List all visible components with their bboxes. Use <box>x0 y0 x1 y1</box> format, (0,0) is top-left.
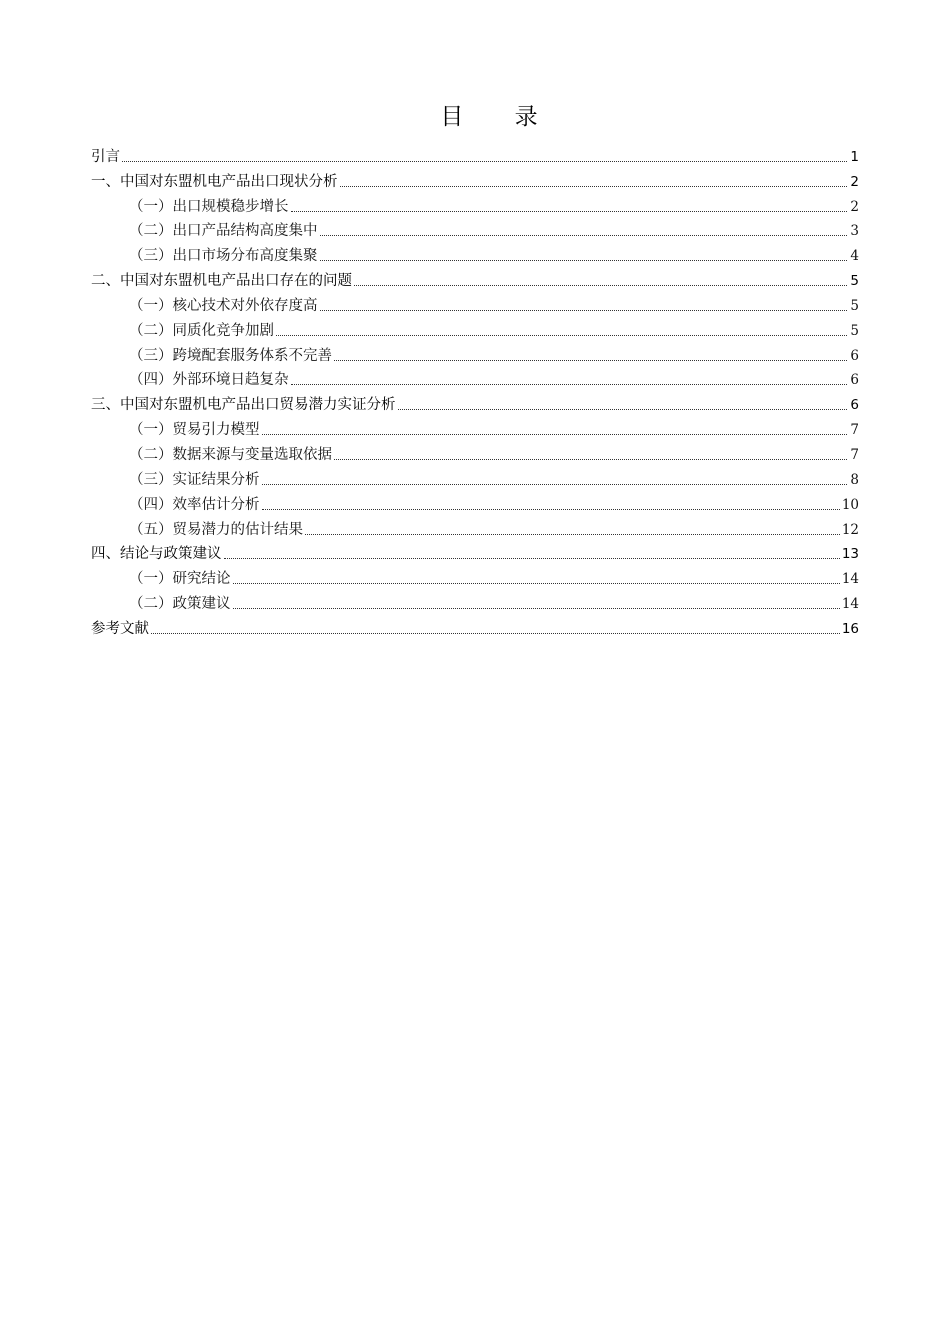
toc-entry-page-number: 4 <box>850 248 859 265</box>
dot-leader <box>233 582 840 584</box>
toc-entry-section[interactable] <box>91 291 859 316</box>
toc-entry-section[interactable] <box>91 316 859 341</box>
toc-entry-label: 二、中国对东盟机电产品出口存在的问题 <box>91 273 352 290</box>
toc-entry-page-number: 7 <box>850 446 859 463</box>
dot-leader <box>320 259 848 261</box>
toc-entry-page-number: 2 <box>850 173 859 190</box>
dot-leader <box>151 632 840 634</box>
toc-entry-label: （四）外部环境日趋复杂 <box>129 372 289 389</box>
dot-leader <box>334 458 847 460</box>
dot-leader <box>224 557 840 559</box>
dot-leader <box>291 383 848 385</box>
toc-entry-page-number: 6 <box>850 347 859 364</box>
toc-entry-label: （三）跨境配套服务体系不完善 <box>129 347 332 364</box>
toc-entry-chapter[interactable] <box>91 266 859 291</box>
toc-entry-page-number: 3 <box>850 223 859 240</box>
toc-entry-label: （一）研究结论 <box>129 571 231 588</box>
toc-entry-section[interactable] <box>91 564 859 589</box>
toc-title: 目 录 <box>440 104 560 130</box>
dot-leader <box>122 160 847 162</box>
toc-entry-page-number: 7 <box>850 422 859 439</box>
toc-entry-label: （二）出口产品结构高度集中 <box>129 223 318 240</box>
toc-entry-chapter[interactable] <box>91 614 859 639</box>
toc-entry-chapter[interactable] <box>91 540 859 565</box>
toc-entry-section[interactable] <box>91 192 859 217</box>
toc-entry-section[interactable] <box>91 366 859 391</box>
toc-entry-section[interactable] <box>91 490 859 515</box>
toc-entry-chapter[interactable] <box>91 142 859 167</box>
toc-entry-label: （一）贸易引力模型 <box>129 422 260 439</box>
toc-entry-label: （一）出口规模稳步增长 <box>129 198 289 215</box>
toc-entry-label: 引言 <box>91 148 120 165</box>
toc-entry-page-number: 16 <box>841 620 859 637</box>
dot-leader <box>233 607 840 609</box>
toc-entry-page-number: 1 <box>850 148 859 165</box>
toc-entry-label: （二）同质化竞争加剧 <box>129 322 274 339</box>
toc-entry-label: （二）政策建议 <box>129 596 231 613</box>
toc-entry-page-number: 14 <box>841 571 859 588</box>
dot-leader <box>305 533 840 535</box>
toc-entry-section[interactable] <box>91 217 859 242</box>
toc-entry-label: 一、中国对东盟机电产品出口现状分析 <box>91 173 338 190</box>
toc-entry-page-number: 10 <box>841 496 859 513</box>
toc-entry-page-number: 8 <box>850 471 859 488</box>
toc-entry-page-number: 2 <box>850 198 859 215</box>
dot-leader <box>398 408 848 410</box>
toc-entry-page-number: 12 <box>841 521 859 538</box>
dot-leader <box>320 309 848 311</box>
toc-entry-section[interactable] <box>91 515 859 540</box>
dot-leader <box>340 185 848 187</box>
toc-entry-section[interactable] <box>91 241 859 266</box>
toc-entry-page-number: 13 <box>841 546 859 563</box>
toc-entry-page-number: 5 <box>850 322 859 339</box>
toc-entry-chapter[interactable] <box>91 167 859 192</box>
toc-entry-chapter[interactable] <box>91 390 859 415</box>
toc-entry-section[interactable] <box>91 341 859 366</box>
table-of-contents <box>91 142 859 639</box>
dot-leader <box>291 210 848 212</box>
toc-entry-label: 四、结论与政策建议 <box>91 546 222 563</box>
dot-leader <box>262 433 848 435</box>
toc-entry-page-number: 5 <box>850 297 859 314</box>
toc-entry-label: （五）贸易潜力的估计结果 <box>129 521 303 538</box>
toc-entry-label: （三）出口市场分布高度集聚 <box>129 248 318 265</box>
dot-leader <box>354 284 847 286</box>
toc-entry-section[interactable] <box>91 415 859 440</box>
toc-entry-page-number: 5 <box>850 273 859 290</box>
toc-entry-label: （一）核心技术对外依存度高 <box>129 297 318 314</box>
toc-entry-label: （二）数据来源与变量选取依据 <box>129 446 332 463</box>
dot-leader <box>334 359 847 361</box>
toc-entry-section[interactable] <box>91 440 859 465</box>
dot-leader <box>262 508 840 510</box>
toc-entry-page-number: 6 <box>850 372 859 389</box>
toc-entry-label: （三）实证结果分析 <box>129 471 260 488</box>
toc-entry-page-number: 14 <box>841 596 859 613</box>
toc-entry-label: （四）效率估计分析 <box>129 496 260 513</box>
toc-entry-label: 三、中国对东盟机电产品出口贸易潜力实证分析 <box>91 397 396 414</box>
toc-entry-label: 参考文献 <box>91 620 149 637</box>
toc-entry-section[interactable] <box>91 465 859 490</box>
dot-leader <box>262 483 848 485</box>
dot-leader <box>320 234 848 236</box>
toc-entry-page-number: 6 <box>850 397 859 414</box>
toc-entry-section[interactable] <box>91 589 859 614</box>
dot-leader <box>276 334 847 336</box>
